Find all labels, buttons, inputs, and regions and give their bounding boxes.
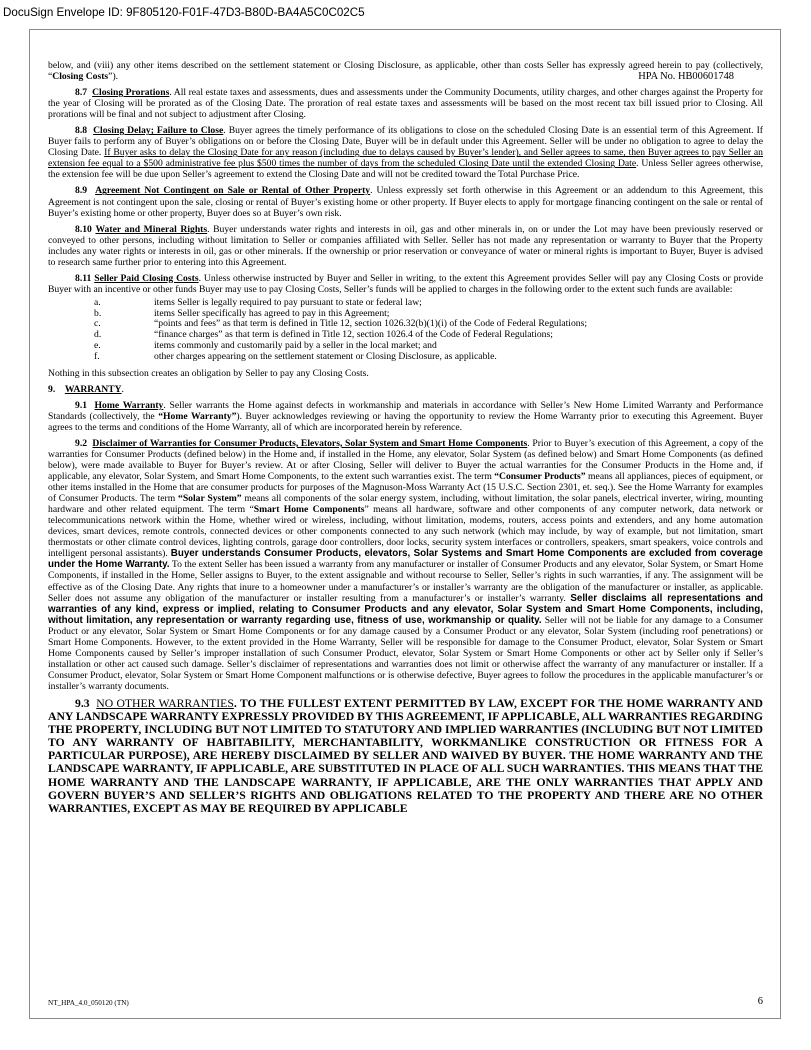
intro-text: below, and (viii) any other items described on the settlement statement or Closing Disclosure, as applicable, other than costs Seller has expressly agreed herein to pay (collectively, “	[48, 60, 763, 83]
section-body-end: . Unless Seller agrees otherwise, the extension fee will be due upon Seller’s agreement to extend the Closing Date and will not be credited toward the Total Purchase Price.	[48, 158, 764, 181]
section-body: . Buyer understands water rights and interests in oil, gas and other minerals in, on or under the Lot may have been previously reserved or conveyed to other persons, including without limitation to Seller or companies affiliated with Seller. Seller has not made any representation or warranty to Buyer that the Property includes any water rights or interests in oil, gas or other minerals. If the ownership or prior reservation or conveyance of water or mineral rights is important to Buyer, Buyer is advised to research same further prior to entering into this Agreement.	[48, 223, 764, 268]
section-title: Water and Mineral Rights	[95, 223, 208, 235]
smart-home-components-term: Smart Home Components	[253, 504, 365, 516]
home-warranty-term: “Home Warranty”	[158, 410, 237, 422]
section-number: 9.	[48, 383, 56, 395]
section-body: Seller will not be liable for any damage to a Consumer Product or any elevator, Solar System or Smart Home Components or for any damage caused by a Consumer Product or any elevator, Solar System (including roof penetrations) or Smart Home Components. However, to the extent provided in the Home Warranty, Seller will be responsible for damage to the Consumer Product, elevator, Solar System or Smart Home Components caused by Seller’s improper installation of such Consumer Product, elevator, Solar System or Smart Home Components or other act by Seller only if Seller’s installation or other act caused such damage. Seller’s disclaimer of representations and warranties does not limit or otherwise affect the warranty of any manufacturer or installer. If a Consumer Product, elevator, Solar System or Smart Home Component malfunctions or is otherwise defective, Buyer agrees to follow the procedures in the applicable manufacturer’s or installer’s warranty documents.	[48, 614, 763, 692]
section-8-9	[48, 185, 763, 218]
list-item	[48, 352, 763, 363]
section-body: . Prior to Buyer’s execution of this Agreement, a copy of the warranties for Consumer Products (defined below) in the Home and, if installed in the Home, any elevator, Solar System (as defined below) and Smart Home Components (as defined below), were made available to Buyer for Buyer’s review. At or after Closing, Seller will deliver to Buyer the actual warranties for the Consumer Products in the Home and, if applicable, any elevator, Solar System, and Smart Home Components, to the extent such warranties exist. The term	[48, 437, 764, 483]
form-code: NT_HPA_4.0_050120 (TN)	[48, 999, 129, 1007]
disclaimer-statement: Seller disclaims all representations and warranties of any kind, express or implied, relating to Consumer Products and any elevator, Solar System and Smart Home Components, including, without limitation, any representation or warranty regarding use, fitness of use, workmanship or quality.	[48, 592, 763, 626]
list-letter: b.	[94, 307, 102, 319]
list-text: items commonly and customarily paid by a seller in the local market; and	[154, 340, 437, 352]
section-title: Seller Paid Closing Costs	[94, 272, 199, 284]
list-letter: e.	[94, 340, 101, 352]
section-title: Closing Prorations	[92, 87, 170, 99]
section-title: WARRANTY	[64, 383, 122, 395]
list-text: items Seller is legally required to pay pursuant to state or federal law;	[154, 296, 422, 308]
document-body	[48, 60, 763, 820]
section-number: 9.1	[75, 399, 88, 411]
docusign-envelope-id: DocuSign Envelope ID: 9F805120-F01F-47D3-B80D-BA4A5C0C02C5	[3, 6, 365, 19]
section-title: Agreement Not Contingent on Sale or Rental of Other Property	[95, 185, 371, 197]
section-body: . All real estate taxes and assessments, dues and assessments under the Community Documents, utility charges, and other charges against the Property for the year of Closing will be prorated as of the Closing Date. The proration of real estate taxes and assessments will be based on the most recent tax bill issued prior to Closing. All prorations will be final and not subject to adjustment after Closing.	[48, 87, 764, 121]
section-9-heading	[48, 384, 763, 395]
section-body: . Unless expressly set forth otherwise in this Agreement or an addendum to this Agreement, this Agreement is not contingent upon the sale, closing or rental of Buyer’s existing home or other property. If Buyer elects to apply for mortgage financing contingent on the sale or rental of Buyer’s existing home or other property, Buyer does so at Buyer’s own risk.	[48, 185, 764, 219]
section-body: ” means all hardware, software and other components of any computer network, data network or telecommunications network within the Home, whether wired or wireless, including, without limitation, modems, routers, access points and extenders, and any home automation devices, smart devices, remote controls, connected devices or other components connected to any such network (which may include, by way of example, but not limitation, smart thermostats or other climate control devices, lighting controls, garage door controllers, door locks, security system interfaces or controllers, speakers, smart speakers, voice controls and intelligent personal assistants).	[48, 504, 764, 560]
list-letter: a.	[94, 296, 101, 308]
list-letter: c.	[94, 318, 101, 330]
solar-system-term: “Solar System”	[178, 493, 242, 505]
section-number: 8.7	[75, 87, 88, 99]
section-8-8	[48, 125, 763, 180]
list-text: other charges appearing on the settlement statement or Closing Disclosure, as applicable.	[154, 350, 497, 362]
list-text: items Seller specifically has agreed to pay in this Agreement;	[154, 307, 390, 319]
closing-costs-term: Closing Costs	[52, 71, 109, 83]
list-letter: f.	[94, 350, 100, 362]
section-9-2	[48, 438, 763, 692]
section-title: Closing Delay; Failure to Close	[93, 125, 224, 137]
section-9-1	[48, 400, 763, 433]
section-number: 8.10	[75, 223, 92, 235]
list-letter: d.	[94, 329, 102, 341]
section-body-end: ). Buyer acknowledges reviewing or having the opportunity to review the Home Warranty prior to executing this Agreement. Buyer agrees to the terms and conditions of the Home Warranty, all of which are incorporated herein by reference.	[48, 410, 763, 433]
section-body: . Unless otherwise instructed by Buyer and Seller in writing, to the extent this Agreement provides Seller will pay any Closing Costs or provide Buyer with an incentive or other funds Buyer may use to pay Closing Costs, Seller’s funds will be applied to charges in the following order to the extent such funds are available:	[48, 272, 764, 295]
section-body: . Buyer agrees the timely performance of its obligations to close on the scheduled Closing Date is an essential term of this Agreement. If Buyer fails to perform any of Buyer’s obligations on or before the Closing Date, Buyer will be in default under this Agreement. Seller will be under no obligation to agree to delay the Closing Date.	[48, 125, 763, 159]
section-number: 9.2	[75, 437, 88, 449]
section-9-3	[48, 697, 763, 815]
section-title-period: .	[121, 383, 124, 395]
section-number: 8.11	[75, 272, 92, 284]
section-8-10	[48, 224, 763, 268]
section-body: means all appliances, pieces of equipment, or other items installed in the Home that are consumer products for purposes of the Magnuson-Moss Warranty Act (15 U.S.C. Section 2301, et. seq.). See the Home Warranty for examples of Consumer Products. The term	[48, 471, 763, 505]
section-8-11	[48, 273, 763, 295]
section-number: 9.3	[75, 696, 90, 710]
section-number: 8.8	[75, 125, 88, 137]
paragraph-intro	[48, 60, 763, 82]
exclusion-statement: Buyer understands Consumer Products, elevators, Solar Systems and Smart Home Components are excluded from coverage under the Home Warranty.	[48, 548, 763, 571]
extension-fee-clause: If Buyer asks to delay the Closing Date for any reason (including due to delays caused by Buyer’s lender), and Seller agrees to same, then Buyer agrees to pay Seller an extension fee equal to a $500 administrative fee plus $500 times the number of days from the scheduled Closing Date until the extended Closing Date	[48, 147, 763, 170]
list-text: “finance charges” as that term is defined in Title 12, section 1026.4 of the Code of Federal Regulations;	[154, 329, 553, 341]
section-8-7	[48, 87, 763, 120]
closing-costs-order-list	[48, 298, 763, 363]
consumer-products-term: “Consumer Products”	[494, 471, 586, 483]
hpa-number: HPA No. HB00601748	[638, 71, 734, 82]
section-body: To the extent Seller has been issued a warranty from any manufacturer or installer of Consumer Products and any elevator, Solar System, or Smart Home Components, if installed in the Home, Seller assigns to Buyer, to the extent assignable and without recourse to Seller, Seller’s rights in such warranties, if any. The assignment will be effective as of the Closing Date. Any rights that inure to a homeowner under a manufacturer’s or installer’s warranty are the obligation of the manufacturer or installer, as applicable. Seller does not assume any obligation of the manufacturer or installer resulting from a manufacturer’s or installer’s warranty.	[48, 559, 764, 604]
section-title: Disclaimer of Warranties for Consumer Products, Elevators, Solar System and Smart Home Components	[92, 437, 528, 449]
section-title: NO OTHER WARRANTIES	[96, 696, 234, 710]
section-number: 8.9	[75, 185, 88, 197]
nothing-creates-obligation: Nothing in this subsection creates an obligation by Seller to pay any Closing Costs.	[48, 367, 369, 379]
section-body: . TO THE FULLEST EXTENT PERMITTED BY LAW, EXCEPT FOR THE HOME WARRANTY AND ANY LANDSCAPE WARRANTY EXPRESSLY PROVIDED BY THIS AGREEMENT, IF APPLICABLE, ALL WARRANTIES REGARDING THE PROPERTY, INCLUDING BUT NOT LIMITED TO STATUTORY AND IMPLIED WARRANTIES (INCLUDING BUT NOT LIMITED TO ANY WARRANTY OF HABITABILITY, MERCHANTABILITY, WORKMANLIKE CONSTRUCTION OR FITNESS FOR A PARTICULAR PURPOSE), ARE HEREBY DISCLAIMED BY SELLER AND WAIVED BY BUYER. THE HOME WARRANTY AND THE LANDSCAPE WARRANTY, IF APPLICABLE, ARE SUBSTITUTED IN PLACE OF ALL SUCH WARRANTIES. THIS MEANS THAT THE HOME WARRANTY AND THE LANDSCAPE WARRANTY, IF APPLICABLE, ARE THE ONLY WARRANTIES THAT APPLY AND GOVERN BUYER’S AND SELLER’S RIGHTS AND OBLIGATIONS RELATED TO THE PROPERTY AND THERE ARE NO OTHER WARRANTIES, EXCEPT AS MAY BE REQUIRED BY APPLICABLE	[48, 696, 763, 815]
section-body: . Seller warrants the Home against defects in workmanship and materials in accordance with Seller’s New Home Limited Warranty and Performance Standards (collectively, the	[48, 399, 764, 422]
intro-end: ”).	[108, 71, 119, 83]
section-title: Home Warranty	[94, 399, 164, 411]
section-body: means all components of the solar energy system, including, without limitation, the solar panels, electrical inverter, wiring, mounting hardware and other related equipment. The term “	[48, 493, 764, 516]
page-number: 6	[757, 996, 763, 1007]
list-text: “points and fees” as that term is defined in Title 12, section 1026.32(b)(1)(i) of the Code of Federal Regulations;	[154, 318, 588, 330]
